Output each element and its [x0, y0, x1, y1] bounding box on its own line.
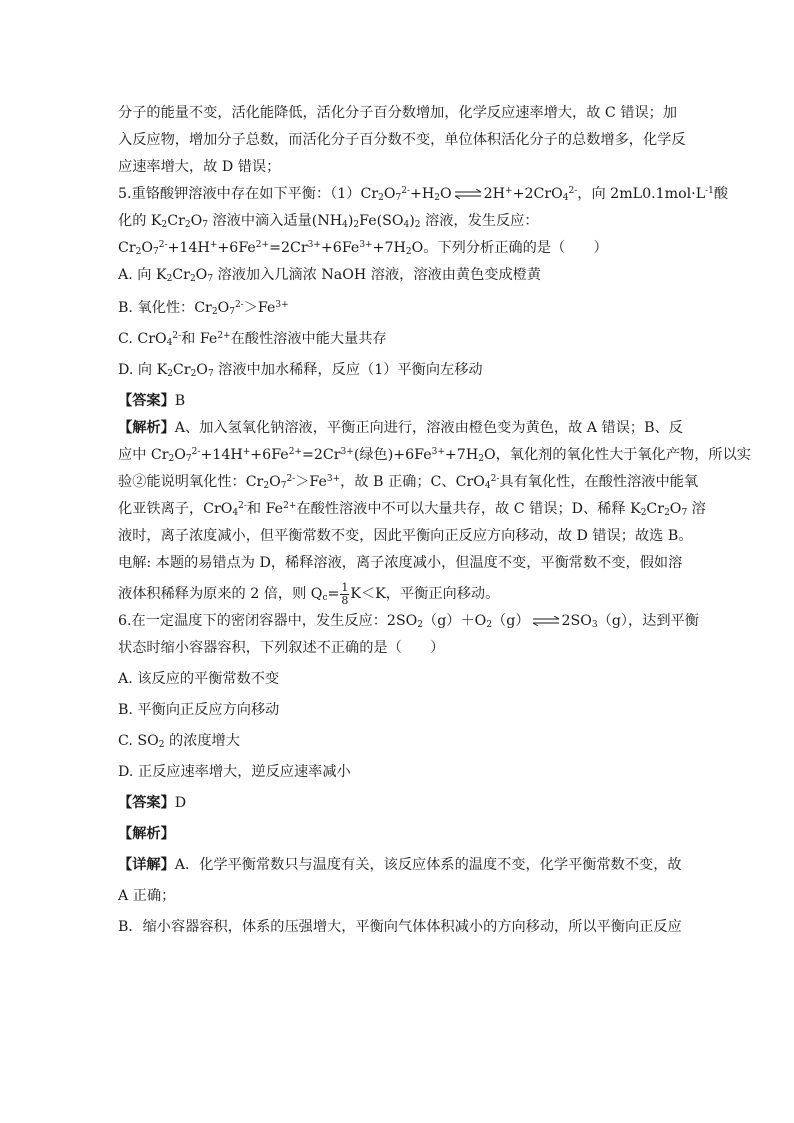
q6-stem-line-2: 状态时缩小容器容积，下列叙述不正确的是（ ）	[118, 640, 445, 656]
q6-stem-line-1: 6.在一定温度下的密闭容器中，发生反应：$2SO_2(g)+O_2(g)$ $2SO_3(g)$，达到平衡	[118, 613, 699, 630]
q5-option-d: D. 向 $K_2Cr_2O_7$ 溶液中加水稀释，反应（1）平衡向左移动	[118, 362, 483, 379]
q5-option-c: C. CrO$_4^{2-}$和 $Fe^{2+}$在酸性溶液中能大量共存	[118, 331, 387, 348]
q6-explanation-label: 【解析】	[118, 826, 175, 842]
equilibrium-arrow-icon	[454, 189, 482, 199]
q6-option-a: A. 该反应的平衡常数不变	[118, 671, 280, 687]
q5-explanation-line-3: 验②能说明氧化性：$Cr_2O_7^{2-}>Fe^{3+}$，故 B 正确；C、CrO$_4^{2-}$具有氧化性，在酸性溶液中能氧	[118, 474, 699, 491]
q6-answer: 【答案】D	[118, 795, 187, 811]
document-page	[118, 100, 751, 941]
q5-explanation-line-5: 液时，离子浓度减小，但平衡常数不变，因此平衡向正反应方向移动，故 D 错误；故选 B。	[118, 528, 693, 544]
q6-option-d: D. 正反应速率增大，逆反应速率减小	[118, 764, 351, 780]
q5-explanation-line-2: 应中 $Cr_2O_7^{2-}+14H^++6Fe^{2+}=2Cr^{3+}$(绿色)$+6Fe^{3+}+7H_2O$，氧化剂的氧化性大于氧化产物，所以实	[118, 447, 751, 464]
q6-detail-line-2: A 正确；	[118, 888, 176, 904]
q5-answer: 【答案】B	[118, 393, 186, 409]
q5-explanation-line-7: 液体积稀释为原来的 2 倍，则 $Q_c=$ $\frac{1}{8}$ K＜K，平衡正向移动。	[118, 580, 500, 607]
fraction-one-eighth: $\frac{1}{8}$	[341, 580, 349, 607]
q5-option-a: A. 向 $K_2Cr_2O_7$ 溶液加入几滴浓 NaOH 溶液，溶液由黄色变成橙黄	[118, 267, 542, 284]
equilibrium-arrow-icon	[532, 616, 560, 626]
q5-explanation-line-1: 【解析】A、加入氢氧化钠溶液，平衡正向进行，溶液由橙色变为黄色，故 A 错误；B、反	[118, 420, 683, 436]
q6-option-b: B. 平衡向正反应方向移动	[118, 702, 280, 718]
q5-stem-line-2: 化的 $K_2Cr_2O_7$ 溶液中滴入适量$(NH_4)_2Fe(SO_4)_2$ 溶液，发生反应：	[118, 213, 539, 230]
q5-stem-line-3: $Cr_2O_7^{2-}+14H^++6Fe^{2+}=2Cr^{3+}+6Fe^{3+}+7H_2O$。下列分析正确的是（ ）	[118, 240, 608, 257]
q6-detail-line-1: 【详解】A．化学平衡常数只与温度有关，该反应体系的温度不变，化学平衡常数不变，故	[118, 857, 682, 873]
q5-stem-line-1: 5.重铬酸钾溶液中存在如下平衡：$(1)Cr_2O_7^{2-}+H_2O$ 2H++2CrO$_4^{2-}$，向 $2mL0.1mol\cdot L^{-1}$酸	[118, 186, 729, 203]
q6-detail-line-3: B．缩小容器容积，体系的压强增大，平衡向气体体积减小的方向移动，所以平衡向正反应	[118, 919, 682, 935]
q6-option-c: C. $SO_2$ 的浓度增大	[118, 733, 240, 750]
intro-line-2: 入反应物，增加分子总数，而活化分子百分数不变，单位体积活化分子的总数增多，化学反	[118, 132, 686, 148]
q5-explanation-line-6: 电解: 本题的易错点为 D，稀释溶液，离子浓度减小，但温度不变，平衡常数不变，假如溶	[118, 555, 683, 571]
q5-explanation-line-4: 化亚铁离子，CrO$_4^{2-}$和 $Fe^{2+}$在酸性溶液中不可以大量共存，故 C 错误；D、稀释 $K_2Cr_2O_7$ 溶	[118, 501, 706, 518]
q5-option-b: B. 氧化性：$Cr_2O_7^{2-}>Fe^{3+}$	[118, 300, 289, 317]
intro-line-3: 应速率增大，故 D 错误；	[118, 159, 281, 175]
intro-line-1: 分子的能量不变，活化能降低，活化分子百分数增加，化学反应速率增大，故 C 错误；加	[118, 105, 678, 121]
